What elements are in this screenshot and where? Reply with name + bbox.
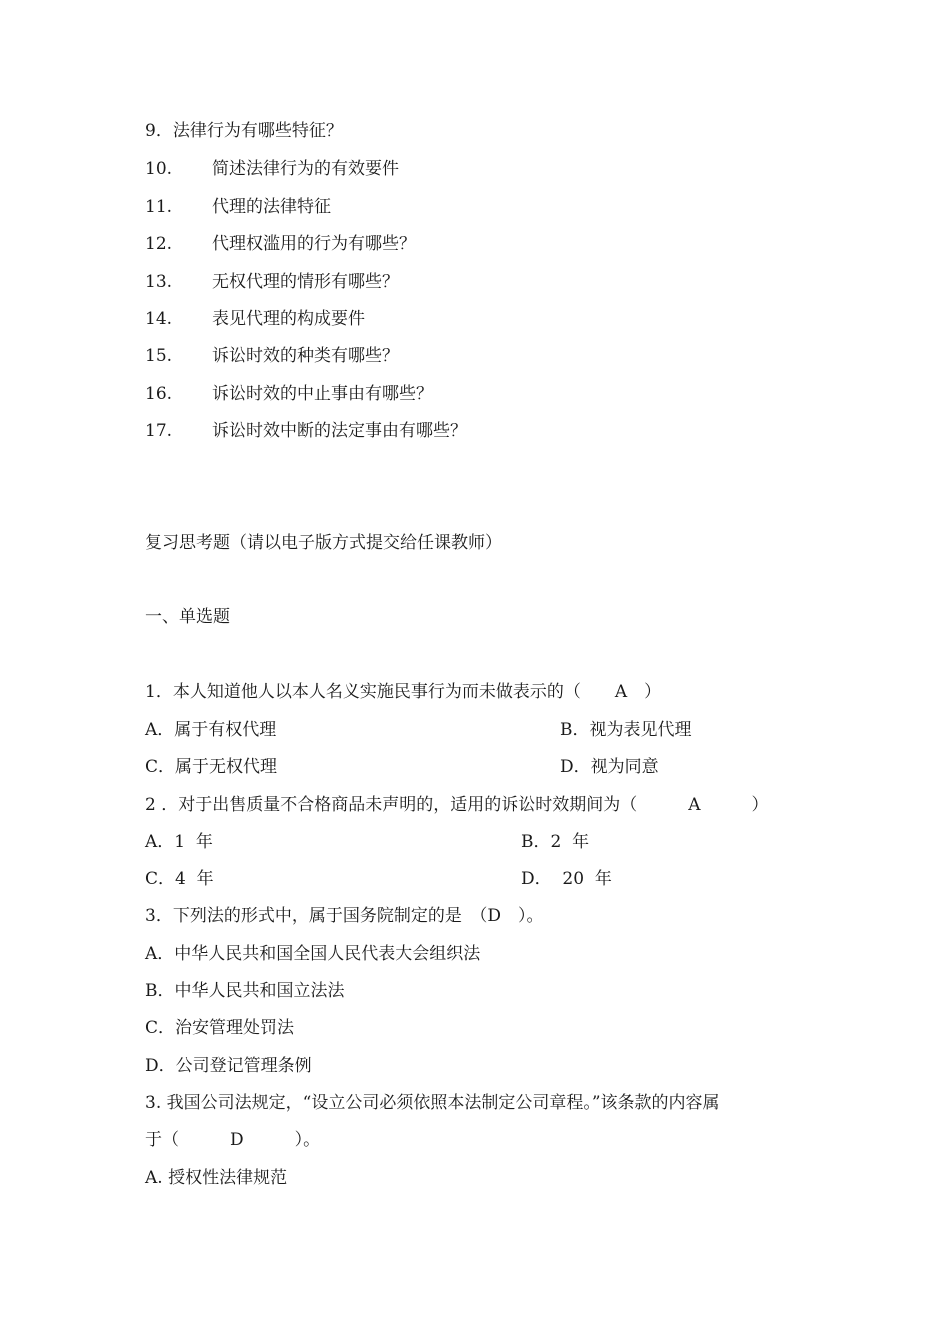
mcq-3-option-d: D．公司登记管理条例: [145, 1056, 312, 1076]
mcq-3-option-b: B．中华人民共和国立法法: [145, 981, 345, 1001]
question-13: [145, 270, 399, 294]
mcq-2-option-b: B．2 年: [521, 832, 590, 852]
section-title: 一、单选题: [145, 607, 230, 627]
question-number: 12.: [145, 234, 173, 254]
question-text: 无权代理的情形有哪些？: [212, 272, 399, 292]
mcq-2-option-c: C．4 年: [145, 869, 214, 889]
question-text: 代理的法律特征: [212, 197, 331, 217]
question-10: [145, 157, 399, 181]
review-title: 复习思考题（请以电子版方式提交给任课教师）: [145, 533, 502, 553]
question-text: 诉讼时效中断的法定事由有哪些？: [212, 421, 467, 441]
mcq-1-option-d: D．视为同意: [560, 757, 659, 777]
question-16: [145, 382, 433, 406]
mcq-3-option-c: C．治安管理处罚法: [145, 1018, 295, 1038]
mcq-2-option-a: A．1 年: [145, 832, 213, 852]
mcq-2-option-d: D． 20 年: [521, 869, 612, 889]
question-text: 诉讼时效的中止事由有哪些？: [212, 384, 433, 404]
mcq-4-option-a: A. 授权性法律规范: [145, 1168, 288, 1188]
mcq-1-option-a: A．属于有权代理: [145, 720, 277, 740]
question-number: 14.: [145, 309, 173, 329]
question-number: 17.: [145, 421, 173, 441]
question-text: 代理权滥用的行为有哪些？: [212, 234, 416, 254]
question-12: [145, 232, 416, 256]
mcq-3-option-a: A．中华人民共和国全国人民代表大会组织法: [145, 944, 481, 964]
question-11: [145, 195, 331, 219]
question-15: [145, 344, 399, 368]
question-text: 法律行为有哪些特征？: [172, 121, 343, 141]
mcq-4-stem-line2: 于（ D ）。: [145, 1130, 321, 1150]
question-number: 11.: [145, 197, 173, 217]
question-17: [145, 419, 467, 443]
mcq-1-option-b: B．视为表见代理: [560, 720, 692, 740]
mcq-1-stem: 1．本人知道他人以本人名义实施民事行为而未做表示的（ A ）: [145, 682, 662, 702]
mcq-2-stem: 2 ．对于出售质量不合格商品未声明的，适用的诉讼时效期间为（ A ）: [145, 795, 769, 815]
question-number: 10.: [145, 159, 173, 179]
question-number: 15.: [145, 346, 173, 366]
mcq-1-option-c: C．属于无权代理: [145, 757, 278, 777]
question-14: [145, 307, 365, 331]
question-number: 16.: [145, 384, 173, 404]
question-text: 表见代理的构成要件: [212, 309, 365, 329]
question-9: [145, 119, 343, 143]
question-text: 简述法律行为的有效要件: [212, 159, 399, 179]
question-text: 诉讼时效的种类有哪些？: [212, 346, 399, 366]
mcq-4-stem-line1: 3. 我国公司法规定，“设立公司必须依照本法制定公司章程。”该条款的内容属: [145, 1093, 720, 1113]
question-number: 9．: [145, 121, 173, 141]
question-number: 13.: [145, 272, 173, 292]
mcq-3-stem: 3．下列法的形式中，属于国务院制定的是 （D ）。: [145, 906, 544, 926]
